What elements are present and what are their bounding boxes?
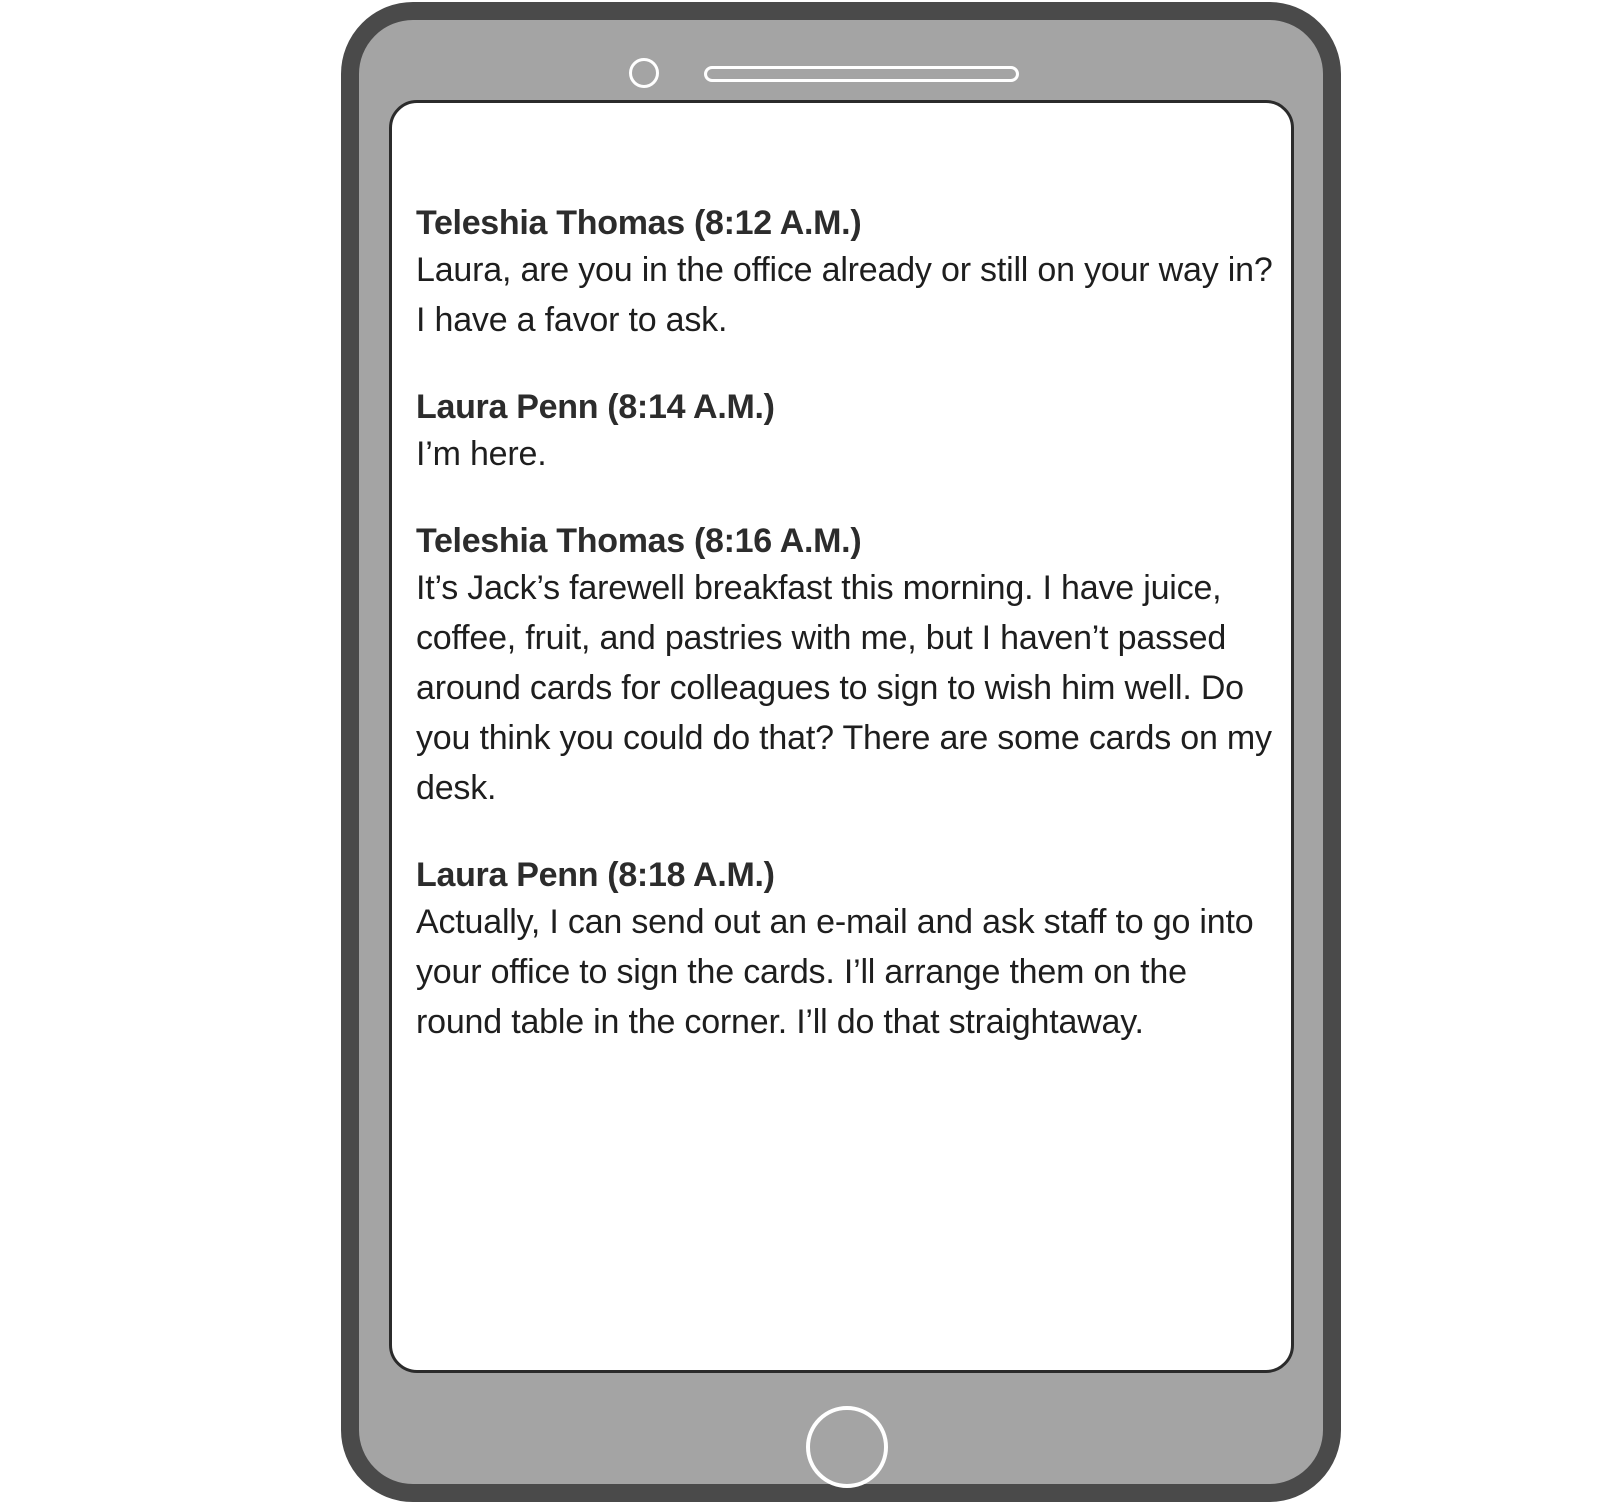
message-header: Teleshia Thomas (8:12 A.M.) [416,204,862,242]
message-item [416,385,1281,479]
message-text: Actually, I can send out an e-mail and ask staff to go into your office to sign the cards. I’ll arrange them on the round table in the corner. I’ll do that straightaway. [416,903,1254,1041]
message-thread [416,201,1281,1087]
message-text: Laura, are you in the office already or still on your way in? I have a favor to ask. [416,251,1273,339]
phone-frame [341,2,1341,1502]
speaker-grille [704,66,1019,82]
message-item [416,201,1281,345]
message-text: It’s Jack’s farewell breakfast this morning. I have juice, coffee, fruit, and pastries with me, but I haven’t passed around cards for colleagues to sign to wish him well. Do you think you could do that? There are some cards on my desk. [416,569,1272,807]
message-header: Laura Penn (8:14 A.M.) [416,388,775,426]
home-button[interactable] [806,1406,888,1488]
message-header: Teleshia Thomas (8:16 A.M.) [416,522,862,560]
message-header: Laura Penn (8:18 A.M.) [416,856,775,894]
phone-screen [389,100,1294,1373]
front-camera-icon [629,58,659,88]
message-text: I’m here. [416,435,547,473]
message-item [416,519,1281,813]
message-item [416,853,1281,1047]
